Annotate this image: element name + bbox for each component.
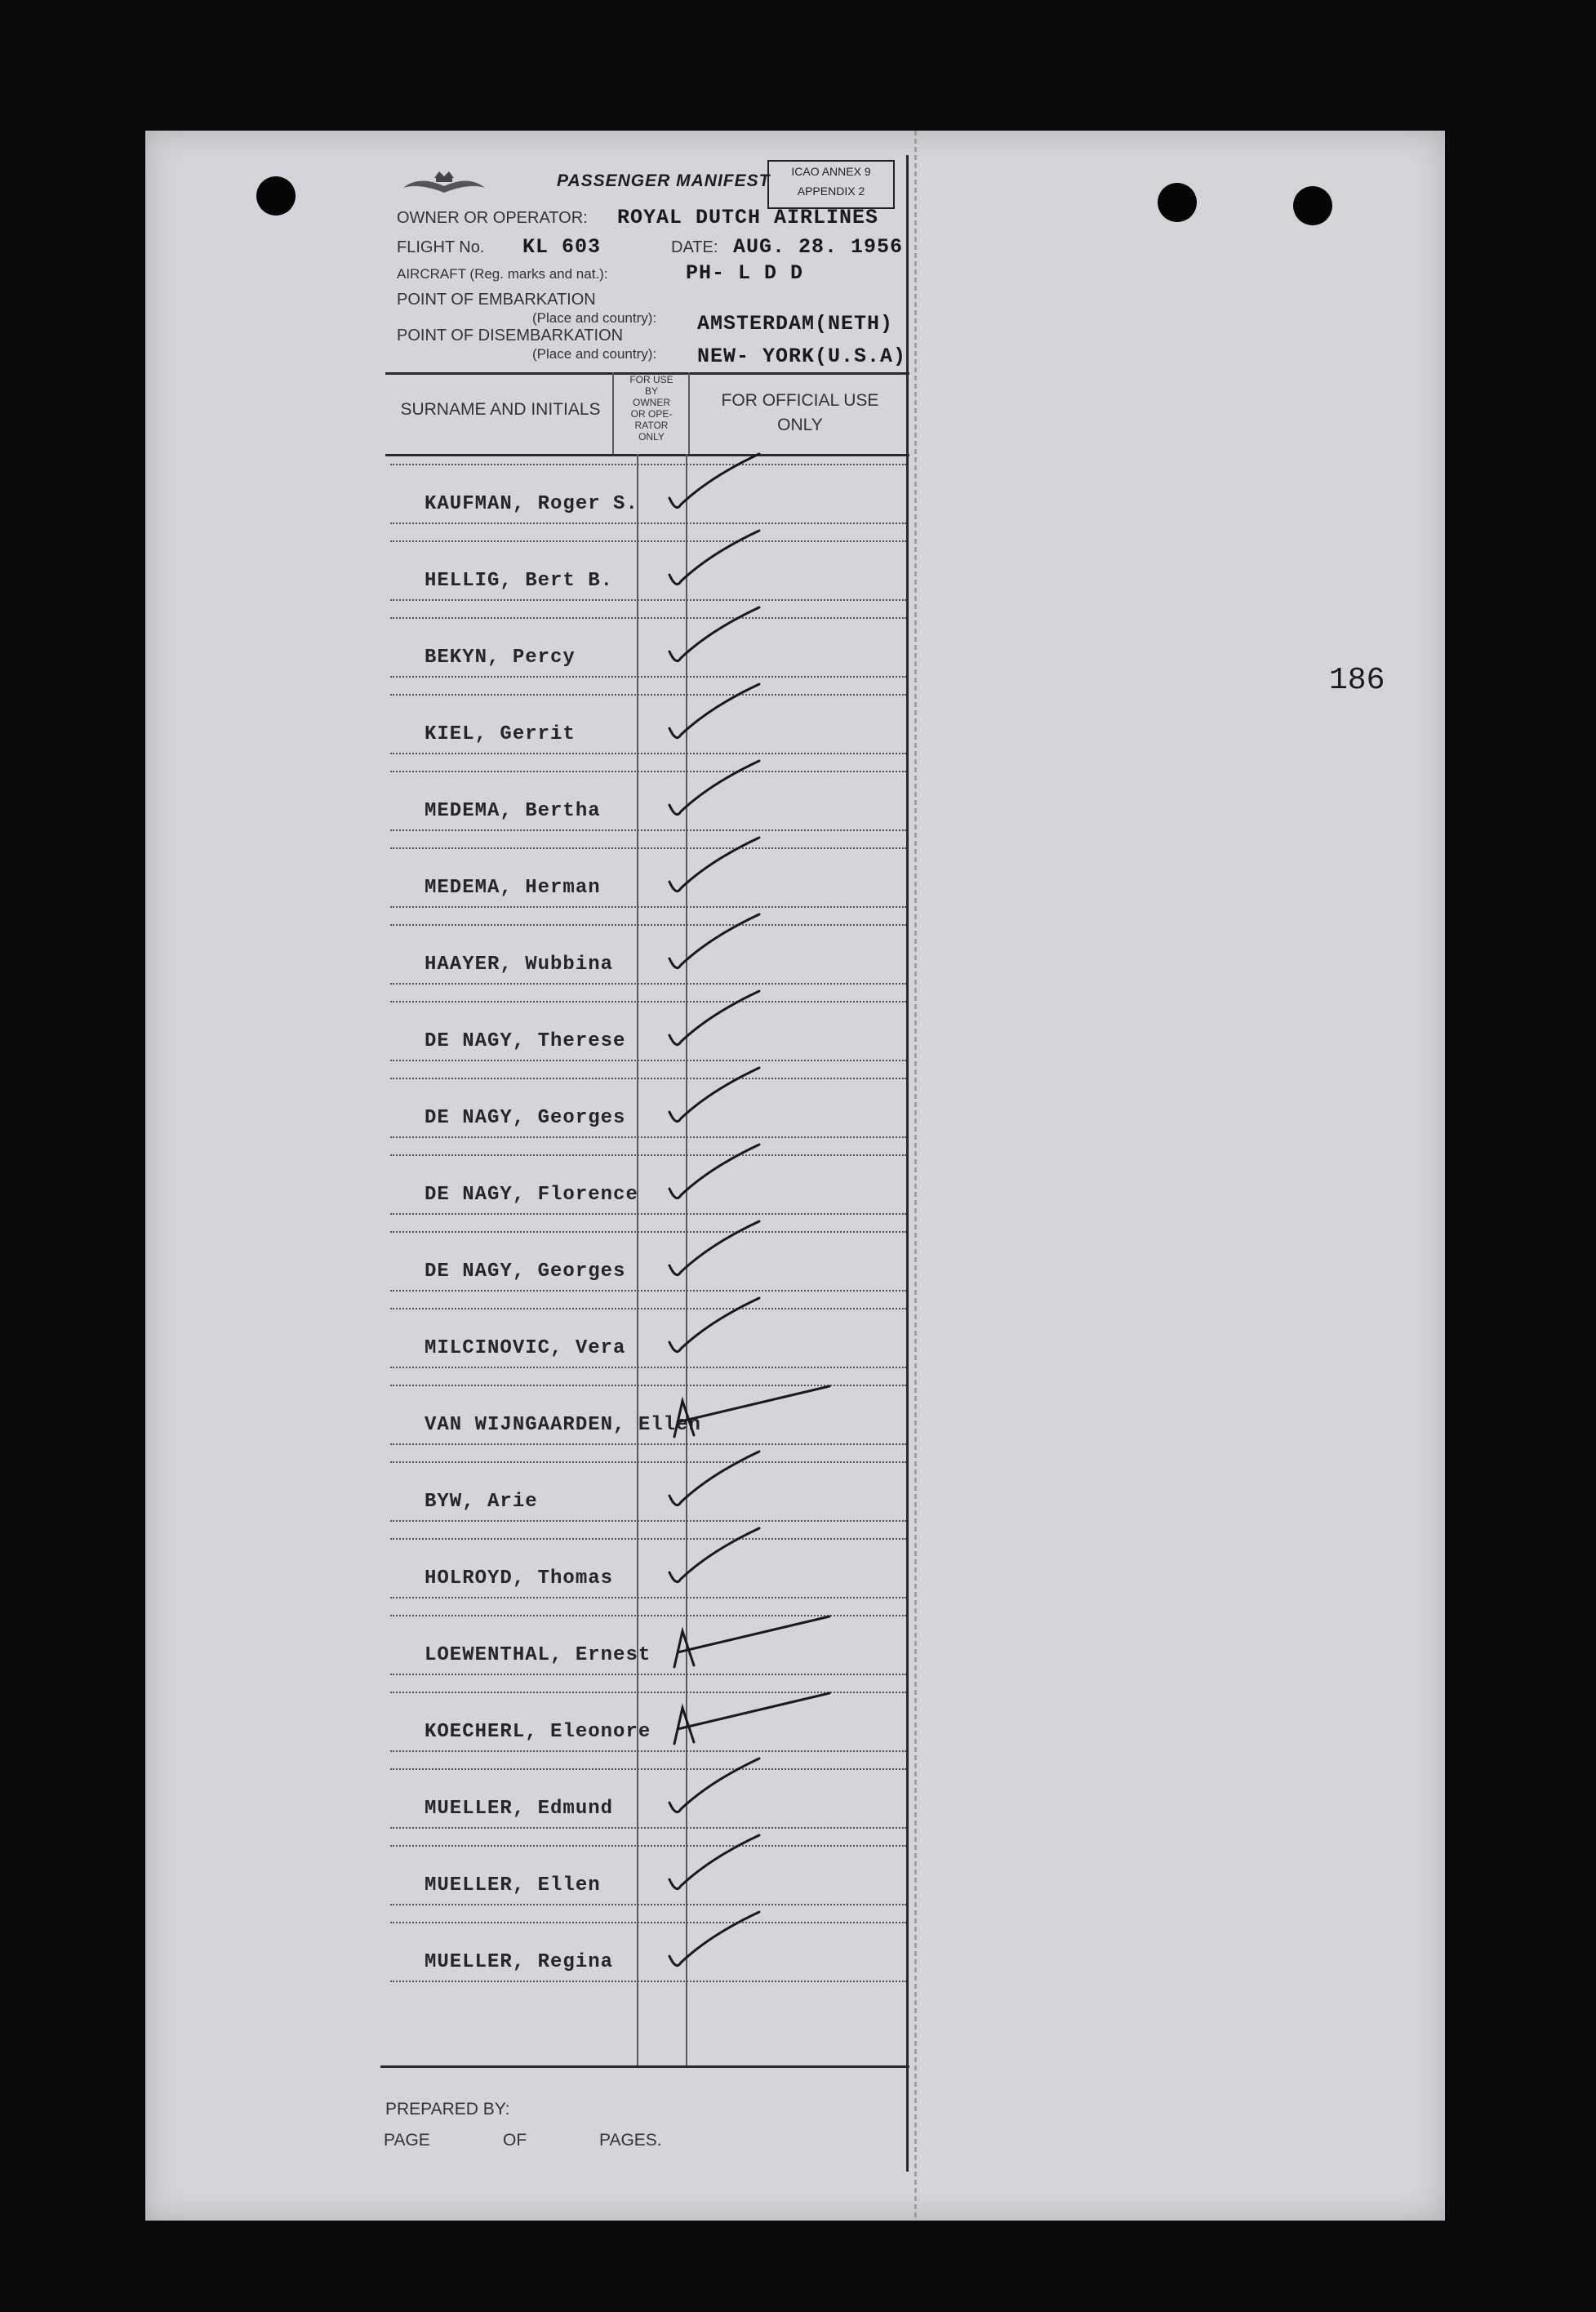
page-label: PAGE bbox=[384, 2131, 430, 2150]
column-divider bbox=[637, 454, 638, 2067]
flight-value: KL 603 bbox=[522, 235, 602, 259]
passenger-name: DE NAGY, Georges bbox=[425, 1107, 626, 1129]
manifest-title: PASSENGER MANIFEST bbox=[557, 171, 771, 190]
ruled-line bbox=[390, 617, 906, 619]
punch-hole bbox=[1293, 186, 1332, 225]
icao-appendix-line: APPENDIX 2 bbox=[797, 185, 865, 198]
passenger-name: LOEWENTHAL, Ernest bbox=[425, 1644, 651, 1666]
ruled-line bbox=[390, 906, 906, 908]
ruled-line bbox=[390, 1060, 906, 1061]
passenger-name: MEDEMA, Herman bbox=[425, 877, 601, 899]
ruled-line bbox=[390, 1615, 906, 1616]
ruled-line bbox=[390, 1078, 906, 1079]
airline-crown-logo bbox=[395, 168, 493, 204]
disembarkation-value: NEW- YORK(U.S.A) bbox=[697, 345, 907, 368]
ruled-line bbox=[390, 1538, 906, 1540]
passenger-name: MILCINOVIC, Vera bbox=[425, 1337, 626, 1359]
passenger-name: MUELLER, Ellen bbox=[425, 1874, 601, 1896]
aircraft-value: PH- L D D bbox=[686, 261, 804, 285]
surname-column-header: SURNAME AND INITIALS bbox=[400, 400, 601, 419]
fold-line bbox=[914, 131, 917, 2221]
prepared-by-label: PREPARED BY: bbox=[385, 2100, 510, 2119]
ruled-line bbox=[390, 1750, 906, 1752]
embarkation-value: AMSTERDAM(NETH) bbox=[697, 312, 894, 336]
passenger-name: DE NAGY, Georges bbox=[425, 1260, 626, 1283]
ruled-line bbox=[390, 1461, 906, 1463]
ruled-line bbox=[390, 1213, 906, 1215]
table-bottom-rule bbox=[380, 2065, 909, 2068]
ruled-line bbox=[390, 1136, 906, 1138]
icao-annex-line: ICAO ANNEX 9 bbox=[791, 165, 871, 178]
punch-hole bbox=[256, 176, 296, 216]
disembarkation-sublabel: (Place and country): bbox=[532, 346, 657, 362]
punch-hole bbox=[1158, 183, 1197, 222]
date-label: DATE: bbox=[671, 238, 718, 256]
ruled-line bbox=[390, 1981, 906, 1982]
passenger-name: HAAYER, Wubbina bbox=[425, 954, 614, 976]
ruled-line bbox=[390, 464, 906, 465]
ruled-line bbox=[390, 847, 906, 849]
ruled-line bbox=[390, 753, 906, 754]
page-stamp-number: 186 bbox=[1329, 663, 1385, 698]
ruled-line bbox=[390, 1692, 906, 1693]
ruled-line bbox=[390, 540, 906, 542]
ruled-line bbox=[390, 1001, 906, 1003]
ruled-line bbox=[390, 924, 906, 926]
passenger-name: MEDEMA, Bertha bbox=[425, 800, 601, 822]
ruled-line bbox=[390, 1367, 906, 1368]
ruled-line bbox=[390, 522, 906, 524]
ruled-line bbox=[390, 1231, 906, 1233]
passenger-name: MUELLER, Regina bbox=[425, 1951, 614, 1973]
date-value: AUG. 28. 1956 bbox=[733, 235, 904, 259]
passenger-name: BYW, Arie bbox=[425, 1491, 538, 1513]
passenger-name: HELLIG, Bert B. bbox=[425, 570, 614, 592]
ruled-line bbox=[390, 1768, 906, 1770]
passenger-name: DE NAGY, Therese bbox=[425, 1030, 626, 1052]
aircraft-label: AIRCRAFT (Reg. marks and nat.): bbox=[397, 266, 608, 282]
passenger-name: MUELLER, Edmund bbox=[425, 1798, 614, 1820]
passenger-name: BEKYN, Percy bbox=[425, 647, 576, 669]
ruled-line bbox=[390, 676, 906, 678]
owner-value: ROYAL DUTCH AIRLINES bbox=[617, 206, 879, 229]
ruled-line bbox=[390, 1674, 906, 1675]
ruled-line bbox=[390, 983, 906, 985]
ruled-line bbox=[390, 1922, 906, 1923]
passenger-name: VAN WIJNGAARDEN, Ellen bbox=[425, 1414, 701, 1436]
ruled-line bbox=[390, 1827, 906, 1829]
embarkation-label: POINT OF EMBARKATION bbox=[397, 291, 596, 309]
owner-label: OWNER OR OPERATOR: bbox=[397, 209, 588, 227]
passenger-name: KIEL, Gerrit bbox=[425, 723, 576, 745]
header-divider bbox=[688, 372, 690, 454]
disembarkation-label: POINT OF DISEMBARKATION bbox=[397, 327, 624, 345]
ruled-line bbox=[390, 1443, 906, 1445]
icao-annex-box bbox=[767, 160, 895, 209]
ruled-line bbox=[390, 1845, 906, 1847]
ruled-line bbox=[390, 1290, 906, 1292]
ruled-line bbox=[390, 1385, 906, 1386]
embarkation-sublabel: (Place and country): bbox=[532, 310, 657, 326]
passenger-name: DE NAGY, Florence bbox=[425, 1184, 638, 1206]
passenger-name: HOLROYD, Thomas bbox=[425, 1567, 614, 1590]
ruled-line bbox=[390, 599, 906, 601]
ruled-line bbox=[390, 1597, 906, 1598]
owner-use-column-header: FOR USE BY OWNER OR OPE- RATOR ONLY bbox=[629, 374, 674, 442]
ruled-line bbox=[390, 694, 906, 696]
passenger-name: KOECHERL, Eleonore bbox=[425, 1721, 651, 1743]
ruled-line bbox=[390, 829, 906, 831]
ruled-line bbox=[390, 1904, 906, 1905]
passenger-name: KAUFMAN, Roger S. bbox=[425, 493, 638, 515]
pages-label: PAGES. bbox=[599, 2131, 662, 2150]
manifest-paper bbox=[145, 131, 1445, 2221]
ruled-line bbox=[390, 1308, 906, 1309]
ruled-line bbox=[390, 1154, 906, 1156]
ruled-line bbox=[390, 771, 906, 772]
table-header-rule bbox=[385, 454, 909, 456]
flight-label: FLIGHT No. bbox=[397, 238, 485, 256]
column-divider bbox=[686, 454, 687, 2067]
ruled-line bbox=[390, 1520, 906, 1522]
header-divider bbox=[612, 372, 614, 454]
official-use-column-header: FOR OFFICIAL USE ONLY bbox=[721, 391, 879, 434]
right-border-rule bbox=[906, 155, 909, 2172]
of-label: OF bbox=[503, 2131, 527, 2150]
